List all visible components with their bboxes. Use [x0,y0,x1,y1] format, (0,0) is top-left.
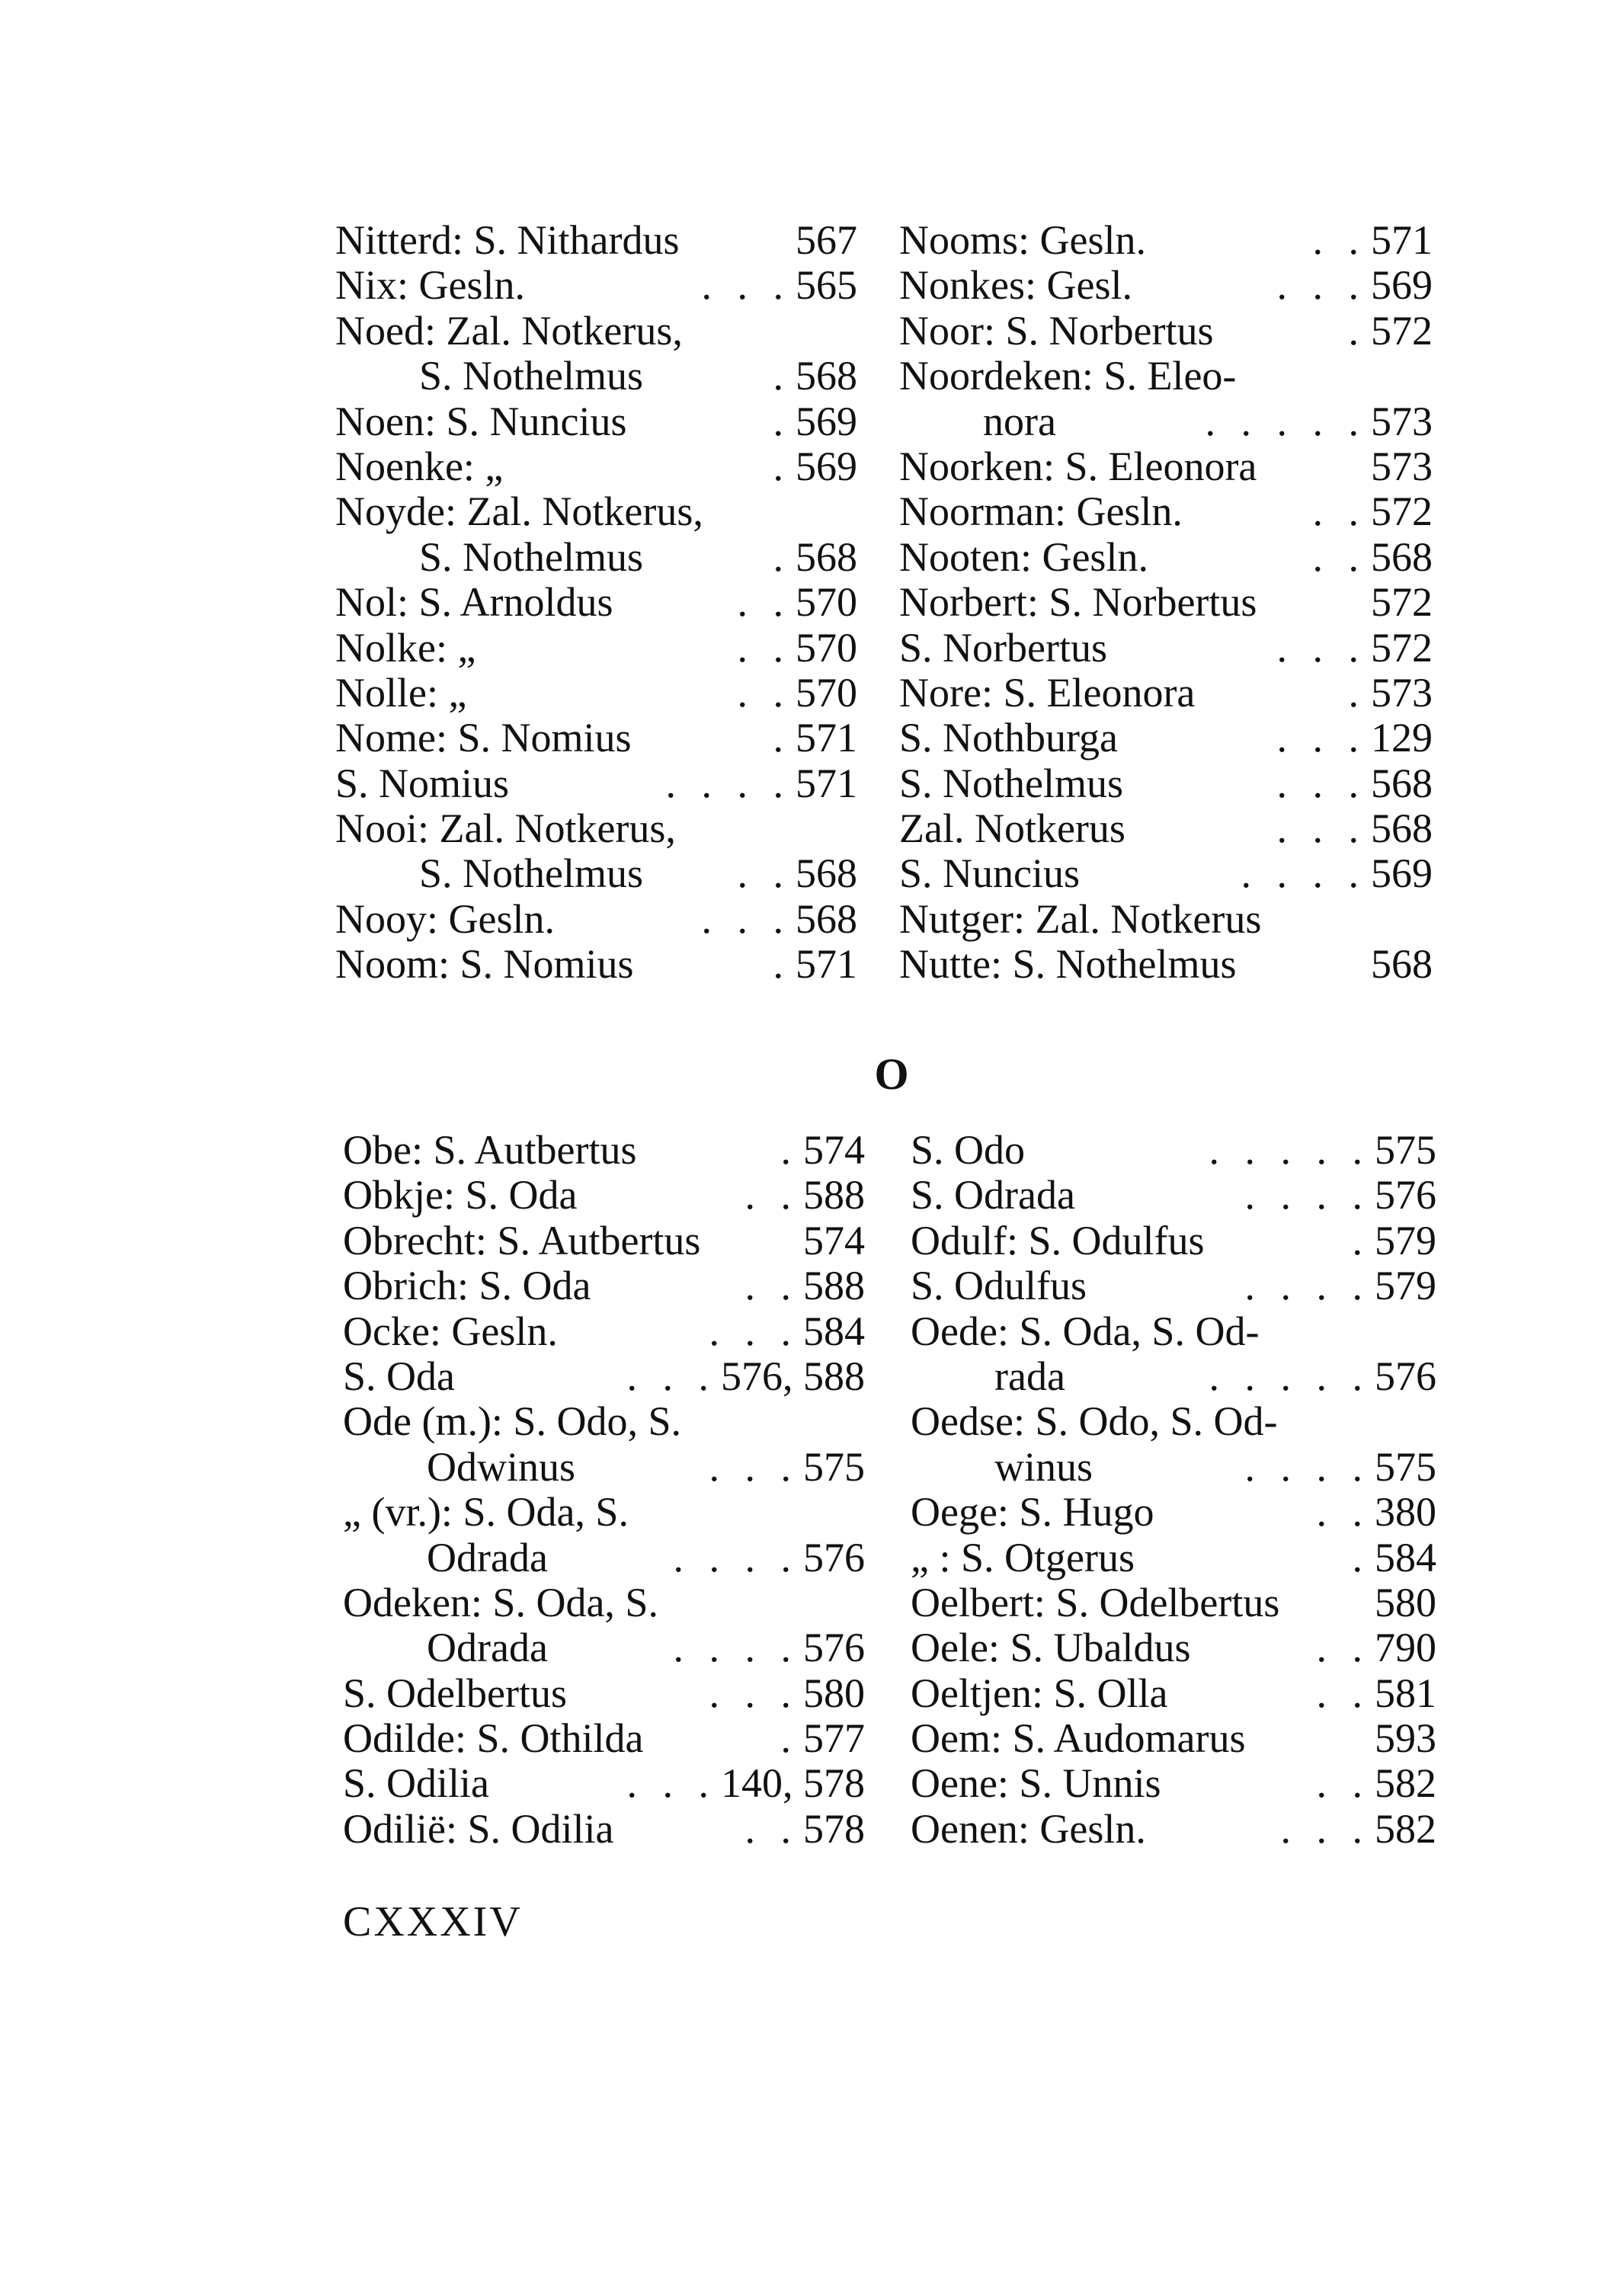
entry-page-number: 568 [796,533,857,580]
entry-label: Nolle: „ [335,670,467,716]
entry-leader: . [773,716,791,761]
entry-leader: . . . [1276,625,1366,671]
entry-label: Nix: Gesln. [335,263,525,309]
entry-page-number: 790 [1375,1625,1436,1671]
entry-leader: . . . [709,1308,799,1354]
entry-label: Odrada [427,1625,548,1671]
index-entry [335,218,857,263]
entry-label: Nitterd: S. Nithardus [335,218,680,263]
index-entry [343,1173,865,1218]
entry-label: Odeken: S. Oda, S. [343,1580,658,1625]
entry-page-number: 140, 578 [721,1760,865,1807]
index-entry [343,1309,865,1354]
index-entry [335,399,857,444]
index-entry [911,1309,1436,1354]
entry-label: S. Odelbertus [343,1670,567,1716]
index-entry [911,1128,1436,1173]
index-entry [911,1263,1436,1308]
entry-leader: . . . [1276,716,1366,761]
index-entry [911,1445,1436,1490]
entry-leader: . . . . [673,1535,799,1580]
index-entry [335,444,857,489]
entry-leader: . . . [626,1353,716,1399]
entry-leader: . . [1316,1625,1370,1671]
entry-label: nora [983,399,1056,444]
entry-page-number: 584 [1375,1534,1436,1580]
index-entry [899,897,1433,942]
entry-page-number: 576 [1375,1172,1436,1218]
entry-label: rada [994,1353,1065,1399]
entry-page-number: 570 [796,579,857,626]
entry-leader: . [780,1716,799,1762]
entry-page-number: 574 [803,1127,865,1173]
entry-label: Oege: S. Hugo [911,1490,1154,1535]
entry-label: S. Norbertus [899,625,1107,671]
entry-page-number: 570 [796,669,857,716]
entry-label: Oem: S. Audomarus [911,1716,1246,1762]
entry-page-number: 567 [796,217,857,263]
entry-page-number: 568 [1371,805,1433,852]
entry-page-number: 575 [1375,1443,1436,1490]
entry-page-number: 576, 588 [721,1353,865,1399]
entry-label: S. Nothelmus [899,761,1124,806]
entry-page-number: 572 [1371,307,1433,354]
entry-label: Noorman: Gesln. [899,489,1183,535]
page-number: CXXXIV [343,1898,523,1945]
entry-label: Oede: S. Oda, S. Od- [911,1308,1260,1354]
index-entry [343,1625,865,1670]
entry-leader: . [1348,670,1366,716]
entry-leader: . . . [709,1670,799,1716]
entry-leader: . [773,399,791,444]
entry-label: Nome: S. Nomius [335,716,632,761]
index-entry [911,1807,1436,1852]
entry-label: Obrich: S. Oda [343,1263,591,1309]
entry-page-number: 576 [1375,1353,1436,1399]
index-entry [899,942,1433,987]
entry-label: Nooms: Gesln. [899,218,1146,263]
entry-page-number: 580 [803,1670,865,1716]
entry-leader: . . [1312,489,1366,535]
entry-label: S. Odrada [911,1173,1075,1218]
entry-leader: . . [737,625,791,671]
entry-label: Odwinus [427,1444,576,1490]
entry-leader: . . . . [1244,1173,1370,1218]
index-entry [911,1173,1436,1218]
index-entry [343,1716,865,1761]
entry-label: Oedse: S. Odo, S. Od- [911,1399,1278,1445]
entry-label: Obrecht: S. Autbertus [343,1218,701,1263]
entry-page-number: 565 [796,262,857,309]
entry-page-number: 571 [796,941,857,988]
entry-page-number: 575 [803,1443,865,1490]
entry-leader: . . [1316,1490,1370,1535]
section-o-left-column [343,1128,865,1852]
entry-label: Obe: S. Autbertus [343,1128,637,1173]
entry-page-number: 588 [803,1263,865,1309]
entry-leader: . . . [701,896,791,942]
index-entry [343,1218,865,1263]
entry-page-number: 571 [796,715,857,761]
index-entry [899,851,1433,896]
entry-label: S. Odo [911,1128,1026,1173]
entry-leader: . . [744,1263,799,1309]
entry-label: Nutte: S. Nothelmus [899,942,1237,988]
entry-label: Oeltjen: S. Olla [911,1670,1168,1716]
index-entry [335,671,857,716]
entry-page-number: 569 [1371,850,1433,897]
entry-label: Nooten: Gesln. [899,534,1148,580]
entry-page-number: 574 [803,1217,865,1263]
entry-leader: . . . [1280,1806,1370,1852]
entry-label: S. Nothburga [899,716,1119,761]
entry-label: Noor: S. Norbertus [899,308,1214,354]
entry-page-number: 568 [796,850,857,897]
entry-leader: . . . . [673,1625,799,1671]
index-entry [911,1580,1436,1625]
entry-leader: . . . . . [1209,1353,1370,1399]
entry-leader: . [773,534,791,580]
entry-label: Noorken: S. Eleonora [899,444,1257,489]
entry-label: Odulf: S. Odulfus [911,1218,1205,1263]
entry-page-number: 580 [1375,1579,1436,1625]
entry-page-number: 573 [1371,443,1433,489]
entry-leader: . . . [1276,761,1366,806]
entry-page-number: 576 [803,1625,865,1671]
entry-label: Nolke: „ [335,625,476,671]
entry-page-number: 578 [803,1805,865,1852]
entry-page-number: 579 [1375,1263,1436,1309]
index-entry [899,218,1433,263]
entry-page-number: 568 [796,895,857,942]
entry-leader: . [773,354,791,399]
entry-leader: . . [744,1806,799,1852]
entry-label: S. Nomius [335,761,510,806]
index-entry [899,309,1433,354]
index-entry [899,761,1433,806]
index-entry [335,263,857,308]
entry-page-number: 593 [1375,1715,1436,1762]
entry-leader: . . [737,670,791,716]
entry-page-number: 571 [796,760,857,806]
entry-leader: . . . [701,263,791,309]
entry-label: Noed: Zal. Notkerus, [335,308,683,354]
entry-page-number: 380 [1375,1489,1436,1535]
entry-page-number: 588 [803,1172,865,1218]
index-entry [899,354,1433,399]
entry-leader: . . [744,1173,799,1218]
entry-page-number: 568 [796,353,857,399]
entry-label: Noordeken: S. Eleo- [899,354,1237,399]
entry-label: S. Nothelmus [419,354,644,399]
entry-leader: . . [1316,1670,1370,1716]
entry-page-number: 575 [1375,1127,1436,1173]
entry-label: „ : S. Otgerus [911,1535,1135,1580]
index-entry [335,489,857,534]
index-entry [911,1671,1436,1716]
entry-label: Oele: S. Ubaldus [911,1625,1191,1671]
entry-label: Noen: S. Nuncius [335,399,627,444]
index-entry [335,806,857,851]
index-entry [899,806,1433,851]
entry-label: Nol: S. Arnoldus [335,580,613,626]
index-entry [335,354,857,399]
index-entry [343,1128,865,1173]
index-entry [899,444,1433,489]
index-entry [343,1761,865,1806]
index-entry [335,309,857,354]
entry-label: Odilde: S. Othilda [343,1716,644,1762]
entry-label: S. Nothelmus [419,851,644,897]
index-entry [899,626,1433,671]
entry-page-number: 576 [803,1534,865,1580]
index-entry [343,1399,865,1444]
entry-label: Oenen: Gesln. [911,1806,1146,1852]
index-entry [911,1625,1436,1670]
entry-label: „ (vr.): S. Oda, S. [343,1490,629,1535]
entry-label: Nooi: Zal. Notkerus, [335,806,676,852]
entry-page-number: 579 [1375,1217,1436,1263]
entry-leader: . [780,1128,799,1173]
index-entry [335,851,857,896]
entry-page-number: 582 [1375,1760,1436,1807]
entry-page-number: 573 [1371,669,1433,716]
section-n-left-column [335,218,857,988]
index-entry [899,489,1433,534]
index-entry [343,1445,865,1490]
entry-page-number: 581 [1375,1670,1436,1716]
entry-page-number: 584 [803,1308,865,1354]
entry-label: S. Nothelmus [419,534,644,580]
index-entry [899,263,1433,308]
entry-label: S. Nuncius [899,851,1081,897]
entry-leader: . . . . . [1205,399,1366,444]
entry-label: S. Odilia [343,1761,490,1807]
entry-label: S. Odulfus [911,1263,1087,1309]
entry-page-number: 572 [1371,579,1433,626]
index-entry [911,1399,1436,1444]
section-o-right-column [911,1128,1436,1852]
entry-leader: . [1352,1218,1370,1263]
entry-leader: . [773,444,791,489]
entry-leader: . . . . . [1209,1128,1370,1173]
entry-page-number: 570 [796,624,857,671]
entry-leader: . . [737,851,791,897]
entry-label: winus [994,1444,1093,1490]
entry-page-number: 573 [1371,398,1433,444]
index-entry [911,1535,1436,1580]
index-entry [335,580,857,625]
entry-page-number: 582 [1375,1805,1436,1852]
entry-label: Noyde: Zal. Notkerus, [335,489,703,535]
index-entry [335,626,857,671]
index-entry [899,535,1433,580]
index-entry [343,1535,865,1580]
entry-page-number: 569 [1371,262,1433,309]
entry-leader: . . . [626,1761,716,1807]
entry-label: Ode (m.): S. Odo, S. [343,1399,681,1445]
entry-leader: . . [737,580,791,626]
entry-leader: . [1348,308,1366,354]
entry-label: Norbert: S. Norbertus [899,580,1257,626]
entry-leader: . . . . [1244,1444,1370,1490]
entry-leader: . . . [1276,806,1366,852]
entry-page-number: 568 [1371,941,1433,988]
index-entry [343,1263,865,1308]
index-entry [343,1580,865,1625]
entry-label: Nonkes: Gesl. [899,263,1132,309]
entry-label: Nutger: Zal. Notkerus [899,896,1262,942]
index-entry [899,580,1433,625]
entry-page-number: 577 [803,1715,865,1762]
index-entry [343,1807,865,1852]
section-n-right-column [899,218,1433,988]
index-entry [335,716,857,761]
entry-leader: . . . [709,1444,799,1490]
index-entry [343,1671,865,1716]
entry-label: Zal. Notkerus [899,806,1125,852]
index-entry [335,942,857,987]
entry-leader: . . [1312,534,1366,580]
index-entry [343,1490,865,1535]
entry-label: Oene: S. Unnis [911,1761,1161,1807]
entry-page-number: 571 [1371,217,1433,263]
entry-page-number: 568 [1371,533,1433,580]
index-entry [343,1354,865,1399]
index-entry [911,1354,1436,1399]
index-entry [335,897,857,942]
entry-leader: . . . . [1241,851,1366,897]
entry-label: Nore: S. Eleonora [899,670,1196,716]
entry-label: Obkje: S. Oda [343,1173,578,1218]
entry-label: Noom: S. Nomius [335,942,634,988]
entry-page-number: 572 [1371,488,1433,535]
entry-leader: . [773,942,791,988]
entry-leader: . . . [1276,263,1366,309]
entry-label: Nooy: Gesln. [335,896,555,942]
entry-page-number: 572 [1371,624,1433,671]
index-entry [899,716,1433,761]
entry-leader: . . [1316,1761,1370,1807]
entry-label: Odiliё: S. Odilia [343,1806,614,1852]
entry-leader: . . . . [1244,1263,1370,1309]
entry-label: S. Oda [343,1353,455,1399]
entry-leader: . . [1312,218,1366,263]
entry-leader: . . . . [665,761,791,806]
entry-label: Oelbert: S. Odelbertus [911,1580,1280,1625]
index-entry [911,1761,1436,1806]
index-entry [911,1218,1436,1263]
index-entry [335,535,857,580]
index-entry [335,761,857,806]
entry-page-number: 569 [796,398,857,444]
entry-page-number: 569 [796,443,857,489]
entry-leader: . [1352,1535,1370,1580]
entry-page-number: 568 [1371,760,1433,806]
section-heading-o: O [874,1049,909,1099]
index-entry [911,1490,1436,1535]
index-entry [911,1716,1436,1761]
entry-page-number: 129 [1371,715,1433,761]
entry-label: Odrada [427,1535,548,1580]
index-entry [899,399,1433,444]
entry-label: Noenke: „ [335,444,504,489]
index-entry [899,671,1433,716]
entry-label: Ocke: Gesln. [343,1308,558,1354]
